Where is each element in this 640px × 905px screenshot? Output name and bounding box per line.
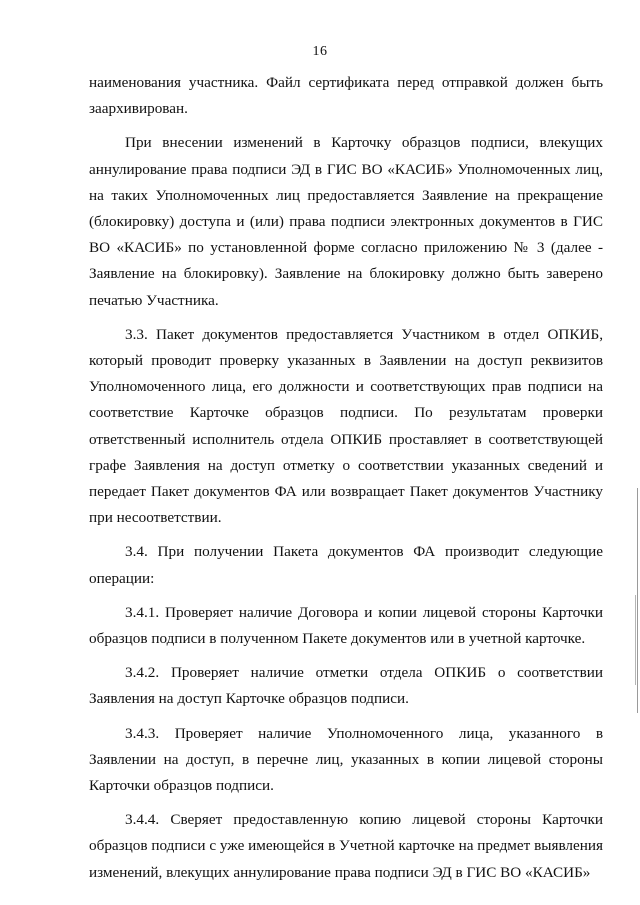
paragraph-3-4-4: 3.4.4. Сверяет предоставленную копию лицевой стороны Карточки образцов подписи с уже имеющейся в Учетной карточке на предмет выявления изменений, влекущих аннулирование права подписи ЭД в ГИС ВО «КАСИБ» — [89, 811, 603, 881]
paragraph-3-4: 3.4. При получении Пакета документов ФА производит следующие операции: — [89, 543, 603, 587]
paragraph-3-4-3: 3.4.3. Проверяет наличие Уполномоченного лица, указанного в Заявлении на доступ, в перечне лиц, указанных в копии лицевой стороны Карточки образцов подписи. — [89, 724, 603, 795]
paragraph-3-3: 3.3. Пакет документов предоставляется Участником в отдел ОПКИБ, который проводит проверку указанных в Заявлении на доступ реквизитов Уполномоченного лица, его должности и соответствующих прав подписи на соответствие Карточке образцов подписи. По результатам проверки ответственный исполнитель отдела ОПКИБ проставляет в соответствующей графе Заявления на доступ отметку о соответствии указанных сведений и передает Пакет документов ФА или возвращает Пакет документов Участнику при несоответствии. — [89, 325, 603, 527]
scan-edge-mark-secondary — [635, 595, 636, 685]
paragraph-3-4-1: 3.4.1. Проверяет наличие Договора и копии лицевой стороны Карточки образцов подписи в полученном Пакете документов или в учетной карточке. — [89, 603, 603, 648]
document-body — [89, 70, 603, 894]
scan-edge-mark — [637, 488, 638, 713]
paragraph-amendments: При внесении изменений в Карточку образцов подписи, влекущих аннулирование права подписи ЭД в ГИС ВО «КАСИБ» Уполномоченных лиц, на таких Уполномоченных лиц предоставляется Заявление на прекращение (блокировку) доступа и (или) права подписи электронных документов в ГИС ВО «КАСИБ» по установленной форме согласно приложению № 3 (далее - Заявление на блокировку). Заявление на блокировку должно быть заверено печатью Участника. — [89, 134, 603, 309]
paragraph-continuation: наименования участника. Файл сертификата перед отправкой должен быть заархивирован. — [89, 74, 603, 118]
paragraph-3-4-2: 3.4.2. Проверяет наличие отметки отдела ОПКИБ о соответствии Заявления на доступ Карточке образцов подписи. — [89, 664, 603, 708]
page-number: 16 — [312, 44, 328, 59]
